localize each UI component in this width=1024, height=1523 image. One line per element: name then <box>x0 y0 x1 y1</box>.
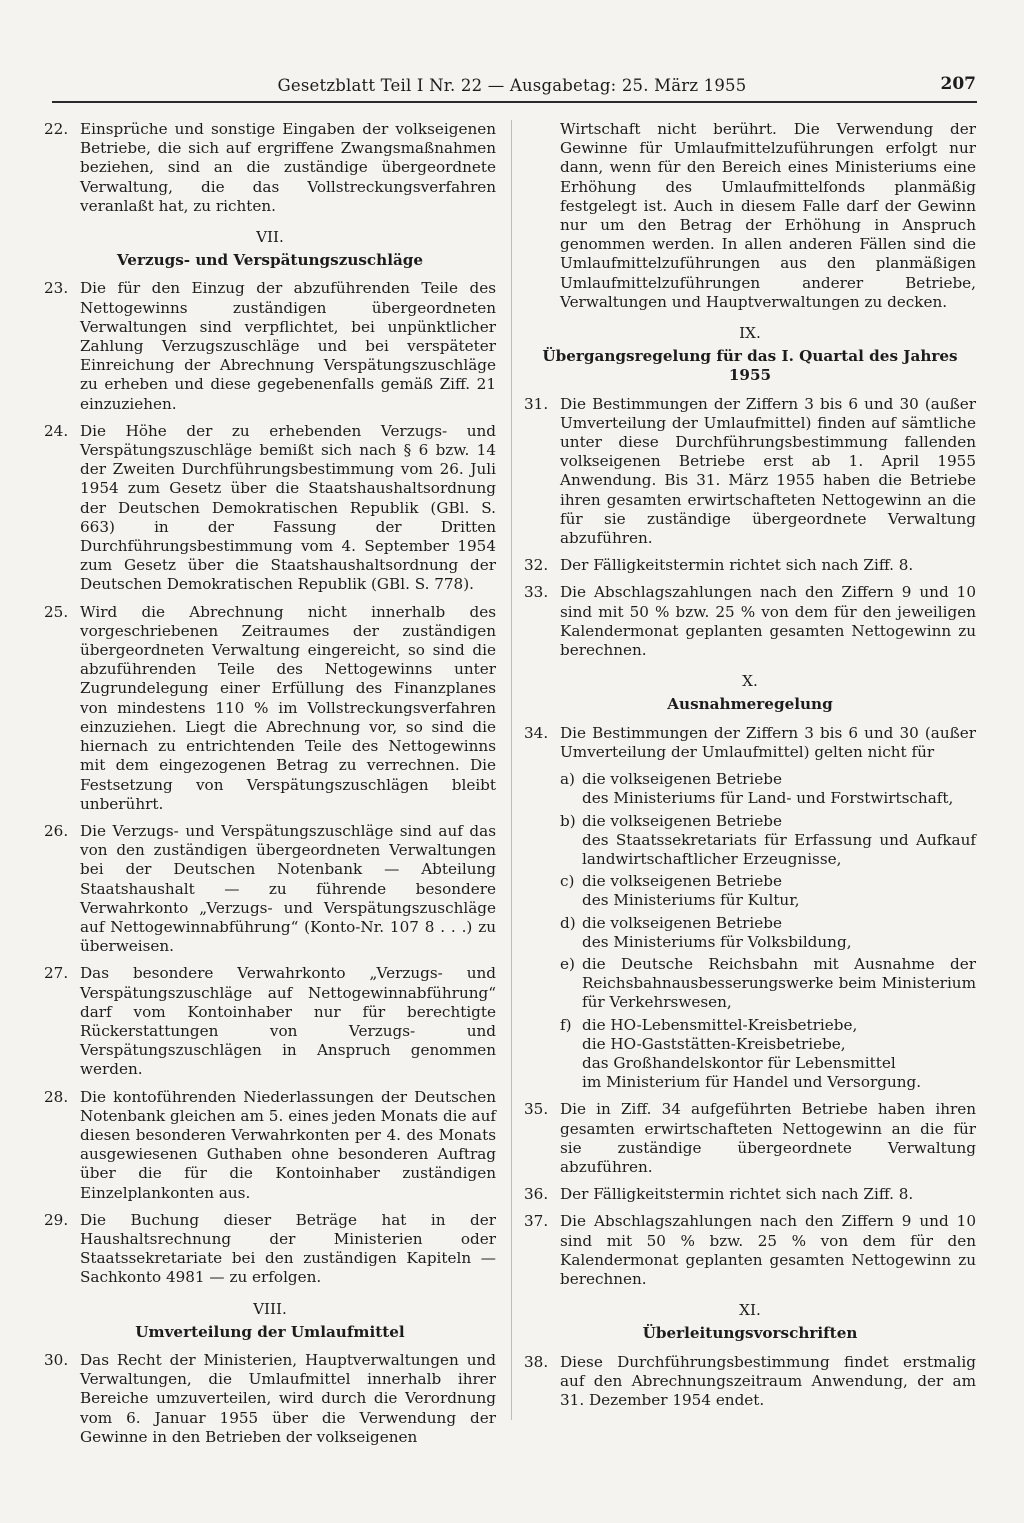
paragraph-number: 34. <box>524 723 549 742</box>
list-item-line: die volkseigenen Betriebe <box>582 913 782 932</box>
paragraph-text: Die für den Einzug der abzuführenden Teile des Nettogewinns zuständigen übergeordneten Verwaltungen sind verpflichtet, bei unpünktlicher Zahlung Verzugszuschläge und bei verspäteter Einreichung der Abrechnung Verspätungszuschläge zu erheben und diese gegebenenfalls gemäß Ziff. 21 einzuziehen. <box>80 279 496 413</box>
paragraph-35 <box>524 1100 976 1177</box>
paragraph-text: Die Höhe der zu erhebenden Verzugs- und Verspätungszuschläge bemißt sich nach § 6 bzw. 14 der Zweiten Durchführungsbestimmung vom 26. Juli 1954 zum Gesetz über die Staatshaushaltsordnung der Deutschen Demokratischen Republik (GBl. S. 663) in der Fassung der Dritten Durchführungsbestimmung vom 4. September 1954 zum Gesetz über die Staatshaushaltsordnung der Deutschen Demokratischen Republik (GBl. S. 778). <box>80 421 496 594</box>
section-title-vii: Verzugs- und Verspätungszuschläge <box>116 251 424 270</box>
paragraph-text: Einsprüche und sonstige Eingaben der volkseigenen Betriebe, die sich auf ergriffene Zwangsmaßnahmen beziehen, sind an die zuständige übergeordnete Verwaltung, die das Vollstreckungsverfahren veranlaßt hat, zu richten. <box>80 120 496 215</box>
list-item-line: die HO-Lebensmittel-Kreisbetriebe, <box>582 1015 858 1034</box>
paragraph-number: 32. <box>524 556 549 575</box>
page-number: 207 <box>940 74 976 94</box>
list-item-f <box>560 1016 976 1093</box>
column-divider <box>511 120 512 1420</box>
paragraph-number: 29. <box>44 1210 69 1229</box>
paragraph-26 <box>44 822 496 956</box>
paragraph-31 <box>524 395 976 549</box>
paragraph-22 <box>44 120 496 216</box>
paragraph-text: Die Verzugs- und Verspätungszuschläge sind auf das von den zuständigen übergeordneten Verwaltungen bei der Deutschen Notenbank — Abteilung Staatshaushalt — zu führende besondere Verwahrkonto „Verzugs- und Verspätungszuschläge auf Nettogewinnabführung“ (Konto-Nr. 107 8 . . .) zu überweisen. <box>80 821 496 956</box>
paragraph-text: Die Abschlagszahlungen nach den Ziffern 9 und 10 sind mit 50 % bzw. 25 % von dem für den jeweiligen Kalendermonat geplanten gesamten Nettogewinn zu berechnen. <box>560 583 976 660</box>
paragraph-32 <box>524 556 976 575</box>
right-column <box>524 120 976 1418</box>
list-item-line: des Ministeriums für Kultur, <box>582 891 800 910</box>
paragraph-text: Der Fälligkeitstermin richtet sich nach Ziff. 8. <box>560 1185 914 1204</box>
list-item-letter: e) <box>560 954 575 973</box>
paragraph-38 <box>524 1353 976 1411</box>
paragraph-number: 28. <box>44 1087 69 1106</box>
paragraph-text: Die Bestimmungen der Ziffern 3 bis 6 und 30 (außer Umverteilung der Umlaufmittel) finden auf sämtliche unter diese Durchführungsbestimmung fallenden volkseigenen Betriebe erst ab 1. April 1955 Anwendung. Bis 31. März 1955 haben die Betriebe ihren gesamten erwirtschafteten Nettogewinn an die für sie zuständige übergeordnete Verwaltung abzuführen. <box>560 394 976 548</box>
paragraph-27 <box>44 964 496 1079</box>
list-item-d <box>560 914 976 952</box>
paragraph-34-list <box>560 770 976 1092</box>
paragraph-text: Wird die Abrechnung nicht innerhalb des vorgeschriebenen Zeitraumes der zuständigen übergeordneten Verwaltung eingereicht, so sind die abzuführenden Teile des Nettogewinns unter Zugrundelegung einer Erfüllung des Finanzplanes von mindestens 110 % im Vollstreckungsverfahren einzuziehen. Liegt die Abrechnung vor, so sind die hiernach zu entrichtenden Teile des Nettogewinns mit dem eingezogenen Betrag zu verrechnen. Die Festsetzung von Verspätungszuschlägen bleibt unberührt. <box>80 602 496 813</box>
paragraph-text: Das Recht der Ministerien, Hauptverwaltungen und Verwaltungen, die Umlaufmittel innerhalb ihrer Bereiche umzuverteilen, wird durch die Verordnung vom 6. Januar 1955 über die Verwendung der Gewinne in den Betrieben der volkseigenen <box>80 1350 496 1446</box>
list-item-b <box>560 812 976 870</box>
paragraph-23 <box>44 279 496 413</box>
section-number-x: X. <box>742 672 758 691</box>
paragraph-30-continued: Wirtschaft nicht berührt. Die Verwendung der Gewinne für Umlaufmittelzuführungen erfolgt nur dann, wenn für den Bereich eines Ministeriums eine Erhöhung des Umlaufmittelfonds planmäßig festgelegt ist. Auch in diesem Falle darf der Gewinn nur um den Betrag der Erhöhung in Anspruch genommen werden. In allen anderen Fällen sind die Umlaufmittelzuführungen aus den planmäßigen Umlaufmittelzuführungen anderer Betriebe, Verwaltungen und Hauptverwaltungen zu decken. <box>560 120 976 311</box>
list-item-line: des Staatssekretariats für Erfassung und Aufkauf landwirtschaftlicher Erzeugnisse, <box>582 830 976 868</box>
header-rule <box>52 101 977 103</box>
section-number-ix: IX. <box>739 324 761 343</box>
list-item-letter: d) <box>560 913 576 932</box>
paragraph-text: Die kontoführenden Niederlassungen der Deutschen Notenbank gleichen am 5. eines jeden Monats die auf diesen besonderen Verwahrkonten per 4. des Monats ausgewiesenen Guthaben ohne besonderen Auftrag über die für die Kontoinhaber zuständigen Einzelplankonten aus. <box>80 1087 496 1202</box>
list-item-line: das Großhandelskontor für Lebensmittel <box>582 1053 896 1072</box>
running-head: Gesetzblatt Teil I Nr. 22 — Ausgabetag: 25. März 1955 <box>277 76 747 95</box>
list-item-letter: a) <box>560 770 575 789</box>
paragraph-24 <box>44 422 496 595</box>
section-number-vii: VII. <box>256 228 284 247</box>
paragraph-number: 33. <box>524 583 549 602</box>
paragraph-34 <box>524 724 976 762</box>
paragraph-text: Die Bestimmungen der Ziffern 3 bis 6 und 30 (außer Umverteilung der Umlaufmittel) gelten nicht für <box>560 723 976 761</box>
paragraph-number: 27. <box>44 964 69 983</box>
list-item-c <box>560 872 976 910</box>
paragraph-25 <box>44 603 496 814</box>
page-header <box>0 72 1024 102</box>
section-title-xi: Überleitungsvorschriften <box>642 1324 858 1343</box>
list-item-line: die Deutsche Reichsbahn mit Ausnahme der Reichsbahnausbesserungswerke beim Ministerium für Verkehrswesen, <box>582 954 976 1012</box>
paragraph-number: 22. <box>44 120 69 138</box>
paragraph-text: Die Buchung dieser Beträge hat in der Haushaltsrechnung der Ministerien oder Staatssekretariate bei den zuständigen Kapiteln — Sachkonto 4981 — zu erfolgen. <box>80 1210 496 1287</box>
paragraph-number: 24. <box>44 421 69 440</box>
section-title-viii: Umverteilung der Umlaufmittel <box>135 1322 405 1341</box>
paragraph-number: 26. <box>44 821 69 840</box>
paragraph-text: Die in Ziff. 34 aufgeführten Betriebe haben ihren gesamten erwirtschafteten Nettogewinn an die für sie zuständige übergeordnete Verwaltung abzuführen. <box>560 1100 976 1176</box>
paragraph-text: Der Fälligkeitstermin richtet sich nach Ziff. 8. <box>560 556 914 575</box>
paragraph-28 <box>44 1088 496 1203</box>
paragraph-number: 30. <box>44 1350 69 1369</box>
list-item-letter: b) <box>560 811 576 830</box>
list-item-a <box>560 770 976 808</box>
paragraph-text: Diese Durchführungsbestimmung findet erstmalig auf den Abrechnungszeitraum Anwendung, der am 31. Dezember 1954 endet. <box>560 1352 976 1409</box>
paragraph-29 <box>44 1211 496 1288</box>
list-item-letter: f) <box>560 1015 572 1034</box>
paragraph-text: Die Abschlagszahlungen nach den Ziffern 9 und 10 sind mit 50 % bzw. 25 % von dem für den Kalendermonat geplanten gesamten Nettogewinn zu berechnen. <box>560 1212 976 1288</box>
left-column <box>44 120 496 1455</box>
list-item-line: die HO-Gaststätten-Kreisbetriebe, <box>582 1034 846 1053</box>
section-title-x: Ausnahmeregelung <box>667 695 833 714</box>
list-item-e <box>560 955 976 1013</box>
list-item-line: des Ministeriums für Land- und Forstwirtschaft, <box>582 789 954 808</box>
paragraph-number: 31. <box>524 394 549 413</box>
paragraph-number: 38. <box>524 1352 549 1371</box>
paragraph-text: Das besondere Verwahrkonto „Verzugs- und Verspätungszuschläge auf Nettogewinnabführung“ darf vom Kontoinhaber nur für berechtigte Rückerstattungen von Verzugs- und Verspätungszuschlägen in Anspruch genommen werden. <box>80 964 496 1079</box>
list-item-line: die volkseigenen Betriebe <box>582 811 782 830</box>
paragraph-37 <box>524 1212 976 1289</box>
list-item-line: die volkseigenen Betriebe <box>582 872 782 891</box>
list-item-letter: c) <box>560 872 575 891</box>
paragraph-number: 37. <box>524 1212 549 1231</box>
paragraph-number: 23. <box>44 279 69 298</box>
paragraph-number: 35. <box>524 1100 549 1119</box>
list-item-line: des Ministeriums für Volksbildung, <box>582 932 852 951</box>
section-title-ix: Übergangsregelung für das I. Quartal des Jahres 1955 <box>542 347 958 385</box>
paragraph-33 <box>524 583 976 660</box>
section-number-viii: VIII. <box>253 1299 287 1318</box>
paragraph-36 <box>524 1185 976 1204</box>
paragraph-number: 25. <box>44 602 69 621</box>
paragraph-30 <box>44 1351 496 1447</box>
list-item-line: im Ministerium für Handel und Versorgung. <box>582 1073 922 1092</box>
section-number-xi: XI. <box>739 1301 761 1320</box>
list-item-line: die volkseigenen Betriebe <box>582 770 782 789</box>
paragraph-number: 36. <box>524 1185 549 1204</box>
